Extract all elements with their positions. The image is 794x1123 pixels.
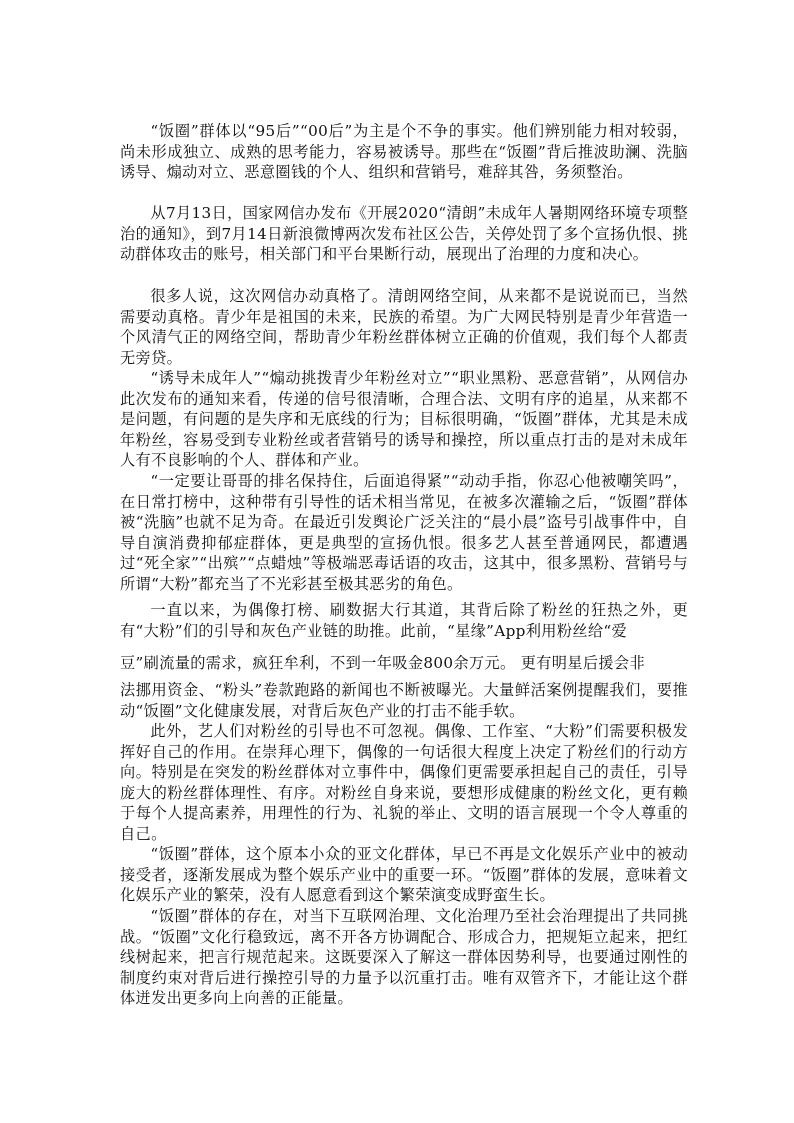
paragraph-targets: “诱导未成年人”“煽动挑拨青少年粉丝对立”“职业黑粉、恶意营销”，从网信办此次发布的通知来看，传递的信号很清晰，合理合法、文明有序的追星，从来都不是问题，有问题的是失序和无底线的行为；目标很明确，“饭圈”群体，尤其是未成年粉丝，容易受到专业粉丝或者营销号的诱导和操控，所以重点打击的是对未成年人有不良影响的个人、群体和产业。 [120,369,688,469]
paragraph-grey-industry: 一直以来，为偶像打榜、刷数据大行其道，其背后除了粉丝的狂热之外，更有“大粉”们的引导和灰色产业链的助推。此前，“星缘”App利用粉丝给“爱 [120,601,688,640]
paragraph-idol-guidance: 此外，艺人们对粉丝的引导也不可忽视。偶像、工作室、“大粉”们需要积极发挥好自己的作用。在崇拜心理下，偶像的一句话很大程度上决定了粉丝们的行动方向。特别是在突发的粉丝群体对立事件中，偶像们更需要承担起自己的责任，引导庞大的粉丝群体理性、有序。对粉丝自身来说，要想形成健康的粉丝文化，更有赖于每个人提高素养，用理性的行为、礼貌的举止、文明的语言展现一个令人尊重的自己。 [120,722,688,843]
paragraph-fandom-youth: “饭圈”群体以“95后”“00后”为主是个不争的事实。他们辨别能力相对较弱，尚未形成独立、成熟的思考能力，容易被诱导。那些在“饭圈”背后推波助澜、洗脑诱导、煽动对立、恶意圈钱的个人、组织和营销号，难辞其咎，务须整治。 [120,122,688,181]
paragraph-conclusion: “饭圈”群体的存在，对当下互联网治理、文化治理乃至社会治理提出了共同挑战。“饭圈”文化行稳致远，离不开各方协调配合、形成合力，把规矩立起来，把红线树起来，把言行规范起来。这既要深入了解这一群体因势利导，也要通过刚性的制度约束对背后进行操控引导的力量予以沉重打击。唯有双管齐下，才能让这个群体迸发出更多向上向善的正能量。 [120,907,688,1007]
paragraph-cyberspace-cleanup: 很多人说，这次网信办动真格了。清朗网络空间，从来都不是说说而已，当然需要动真格。青少年是祖国的未来，民族的希望。为广大网民特别是青少年营造一个风清气正的网络空间，帮助青少年粉丝群体树立正确的价值观，我们每个人都责无旁贷。 [120,287,688,367]
paragraph-subculture: “饭圈”群体，这个原本小众的亚文化群体，早已不再是文化娱乐产业中的被动接受者，逐渐发展成为整个娱乐产业中的重要一环。“饭圈”群体的发展，意味着文化娱乐产业的繁荣，没有人愿意看到这个繁荣演变成野蛮生长。 [120,845,688,904]
paragraph-grey-industry-line3: 豆”刷流量的需求，疯狂牟利，不到一年吸金800余万元。 更有明星后援会非 [120,654,645,672]
paragraph-regulation-action: 从7月13日，国家网信办发布《开展2020“清朗”未成年人暑期网络环境专项整治的通知》，到7月14日新浪微博两次发布社区公告，关停处罚了多个宣扬仇恨、挑动群体攻击的账号，相关部门和平台果断行动，展现出了治理的力度和决心。 [120,204,688,263]
paragraph-grey-industry-tail: 法挪用资金、“粉头”卷款跑路的新闻也不断被曝光。大量鲜活案例提醒我们，要推动“饭圈”文化健康发展，对背后灰色产业的打击不能手软。 [120,681,688,720]
paragraph-brainwashing: “一定要让哥哥的排名保持住，后面追得紧”“动动手指，你忍心他被嘲笑吗”，在日常打榜中，这种带有引导性的话术相当常见，在被多次灌输之后，“饭圈”群体被“洗脑”也就不足为奇。在最近引发舆论广泛关注的“晨小晨”盗号引战事件中，自导自演消费抑郁症群体，更是典型的宣扬仇恨。很多艺人甚至普通网民，都遭遇过“死全家”“出殡”“点蜡烛”等极端恶毒话语的攻击，这其中，很多黑粉、营销号与所谓“大粉”都充当了不光彩甚至极其恶劣的角色。 [120,472,688,593]
